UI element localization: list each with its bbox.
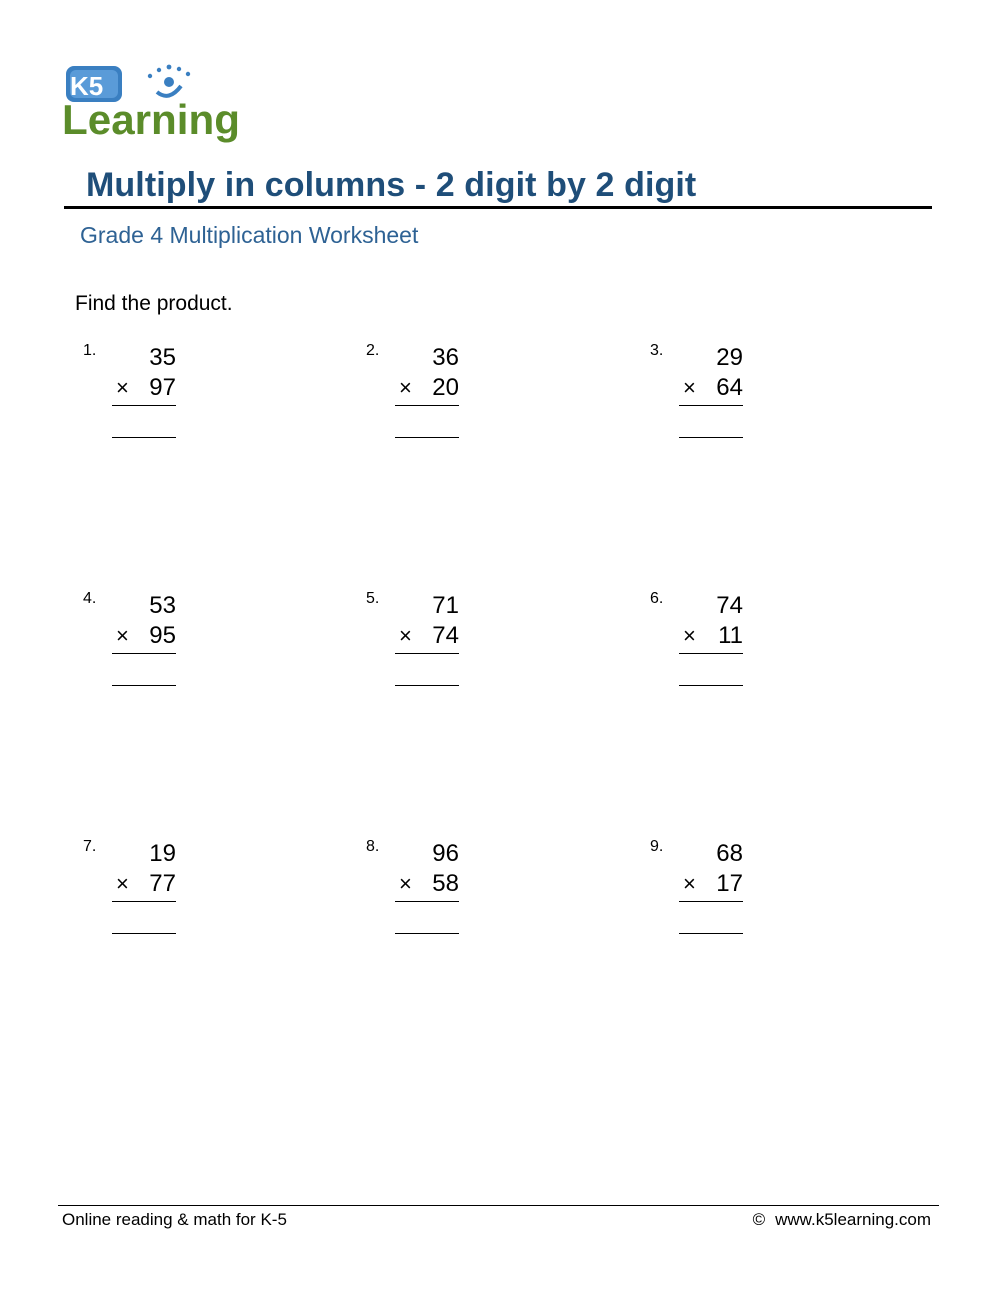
multiplicand: 96 xyxy=(432,840,459,867)
product-rule xyxy=(112,901,176,902)
problem-number: 3. xyxy=(650,342,664,359)
multiply-sign: × xyxy=(399,623,412,648)
multiplicand: 53 xyxy=(149,592,176,619)
multiplicand: 29 xyxy=(716,344,743,371)
problem-number: 6. xyxy=(650,590,664,607)
multiply-sign: × xyxy=(683,375,696,400)
problem-number: 8. xyxy=(366,838,380,855)
multiplier: 95 xyxy=(149,622,176,649)
answer-line[interactable] xyxy=(395,437,459,438)
multiplier: 74 xyxy=(432,622,459,649)
copyright-symbol: © xyxy=(752,1210,766,1229)
product-rule xyxy=(395,653,459,654)
multiplier: 97 xyxy=(149,374,176,401)
svg-text:Learning: Learning xyxy=(62,96,240,143)
star-arc-icon xyxy=(148,65,190,79)
multiply-sign: × xyxy=(399,375,412,400)
problem-number: 7. xyxy=(83,838,97,855)
multiplicand: 71 xyxy=(432,592,459,619)
problem-number: 4. xyxy=(83,590,97,607)
footer-website xyxy=(753,1210,931,1230)
multiply-sign: × xyxy=(399,871,412,896)
footer-divider xyxy=(58,1205,939,1206)
answer-line[interactable] xyxy=(395,933,459,934)
answer-line[interactable] xyxy=(679,933,743,934)
answer-line[interactable] xyxy=(679,437,743,438)
multiplier: 20 xyxy=(432,374,459,401)
multiplicand: 36 xyxy=(432,344,459,371)
problem-number: 2. xyxy=(366,342,380,359)
problem-2 xyxy=(366,342,566,442)
problem-5 xyxy=(366,590,566,690)
multiplier: 17 xyxy=(716,870,743,897)
multiplier: 58 xyxy=(432,870,459,897)
problem-4 xyxy=(83,590,283,690)
problem-number: 9. xyxy=(650,838,664,855)
product-rule xyxy=(679,653,743,654)
answer-line[interactable] xyxy=(112,933,176,934)
multiplier: 77 xyxy=(149,870,176,897)
multiplicand: 19 xyxy=(149,840,176,867)
multiply-sign: × xyxy=(116,871,129,896)
problem-number: 1. xyxy=(83,342,97,359)
instruction-text: Find the product. xyxy=(75,292,233,315)
multiply-sign: × xyxy=(116,375,129,400)
problem-9 xyxy=(650,838,850,938)
multiply-sign: × xyxy=(683,623,696,648)
website-url: www.k5learning.com xyxy=(775,1210,931,1229)
problem-1 xyxy=(83,342,283,442)
problem-6 xyxy=(650,590,850,690)
multiply-sign: × xyxy=(116,623,129,648)
k5-learning-logo xyxy=(62,62,244,144)
multiplicand: 68 xyxy=(716,840,743,867)
problem-7 xyxy=(83,838,283,938)
answer-line[interactable] xyxy=(395,685,459,686)
answer-line[interactable] xyxy=(112,685,176,686)
answer-line[interactable] xyxy=(679,685,743,686)
svg-text:K5: K5 xyxy=(70,71,104,101)
title-divider xyxy=(64,206,932,209)
answer-line[interactable] xyxy=(112,437,176,438)
problem-3 xyxy=(650,342,850,442)
product-rule xyxy=(395,901,459,902)
product-rule xyxy=(679,901,743,902)
product-rule xyxy=(679,405,743,406)
problem-number: 5. xyxy=(366,590,380,607)
multiplicand: 35 xyxy=(149,344,176,371)
product-rule xyxy=(395,405,459,406)
multiplier: 11 xyxy=(718,622,743,649)
multiplier: 64 xyxy=(716,374,743,401)
product-rule xyxy=(112,405,176,406)
problem-8 xyxy=(366,838,566,938)
page-subtitle: Grade 4 Multiplication Worksheet xyxy=(80,222,419,248)
page-title: Multiply in columns - 2 digit by 2 digit xyxy=(86,166,697,204)
multiplicand: 74 xyxy=(716,592,743,619)
multiply-sign: × xyxy=(683,871,696,896)
product-rule xyxy=(112,653,176,654)
footer-tagline: Online reading & math for K-5 xyxy=(62,1210,287,1229)
